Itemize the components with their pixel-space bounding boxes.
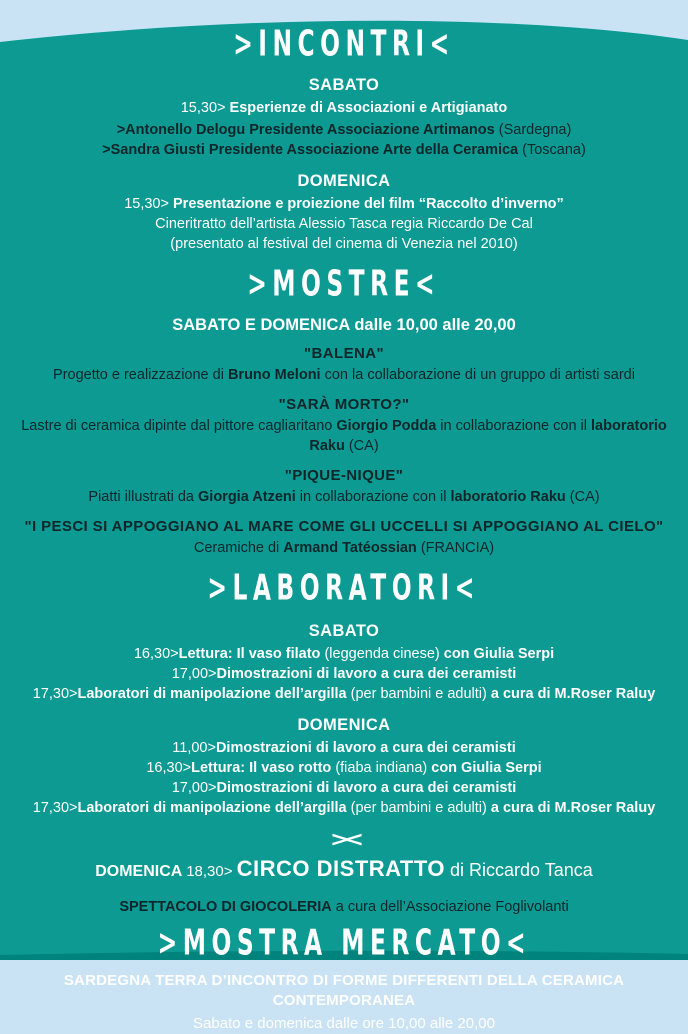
- section-incontri-header: [18, 23, 670, 70]
- circo-event-line: [18, 854, 670, 887]
- lab-item: [18, 798, 670, 818]
- arrows-divider-mark: ><: [329, 827, 359, 851]
- item-note: (leggenda cinese): [320, 646, 444, 662]
- item-time: 17,00>: [171, 780, 217, 796]
- laboratori-domenica-label: DOMENICA: [297, 716, 391, 734]
- incontri-sabato-label: SABATO: [308, 76, 380, 94]
- item-main: Dimostrazioni di lavoro a cura dei ceramisti: [215, 740, 516, 756]
- show-title-i-pesci: "I PESCI SI APPOGGIANO AL MARE COME GLI UCCELLI SI APPOGGIANO AL CIELO": [24, 518, 664, 535]
- hours-times: dalle 10,00 alle 20,00: [349, 316, 516, 334]
- show-title-pique-nique: "PIQUE-NIQUE": [284, 467, 404, 484]
- item-main: Laboratori di manipolazione dell’argilla: [77, 686, 347, 702]
- item-main: Laboratori di manipolazione dell’argilla: [77, 800, 347, 816]
- section-mostre-header: [18, 263, 670, 310]
- desc-text: (CA): [344, 438, 379, 454]
- artist-name: Giorgia Atzeni: [198, 489, 296, 505]
- incontri-domenica-event: [18, 194, 670, 214]
- item-note: (per bambini e adulti): [346, 686, 491, 702]
- item-time: 16,30>: [146, 760, 192, 776]
- desc-text: Ceramiche di: [193, 540, 284, 556]
- section-title-laboratori: >LABORATORI<: [207, 567, 481, 610]
- giocoleria-tail: a cura dell’Associazione Foglivolanti: [331, 899, 569, 915]
- circo-time: 18,30>: [186, 863, 237, 880]
- item-main: Lettura: Il vaso filato: [178, 646, 321, 662]
- mercato-subtitle: SARDEGNA TERRA D’INCONTRO DI FORME DIFFERENTI DELLA CERAMICA CONTEMPORANEA: [63, 972, 625, 1009]
- film-credit-line: Cineritratto dell’artista Alessio Tasca regia Riccardo De Cal: [155, 216, 533, 232]
- event-title: Presentazione e proiezione del film “Raccolto d’inverno”: [173, 196, 564, 212]
- show-desc-sara-morto: [18, 416, 670, 456]
- lab-item: [18, 738, 670, 758]
- lab-item: [18, 644, 670, 664]
- speaker-name: >Antonello Delogu Presidente Associazione Artimanos: [116, 122, 499, 138]
- speaker-note: (Sardegna): [498, 122, 572, 138]
- item-main: Dimostrazioni di lavoro a cura dei ceramisti: [216, 780, 517, 796]
- desc-text: con la collaborazione di un gruppo di artisti sardi: [320, 367, 635, 383]
- desc-text: Piatti illustrati da: [88, 489, 199, 505]
- item-tail: con Giulia Serpi: [431, 760, 542, 776]
- incontri-speaker-line: [18, 120, 670, 140]
- item-note: (per bambini e adulti): [346, 800, 491, 816]
- mercato-hours: Sabato e domenica dalle ore 10,00 alle 20,00: [193, 1015, 495, 1032]
- giocoleria-line: [18, 897, 670, 917]
- hours-days: SABATO E DOMENICA: [172, 316, 350, 334]
- circo-title: CIRCO DISTRATTO: [236, 856, 446, 881]
- incontri-speaker-line: [18, 140, 670, 160]
- item-time: 17,30>: [32, 800, 78, 816]
- show-desc-i-pesci: [18, 538, 670, 558]
- event-time: 15,30>: [180, 100, 230, 116]
- divider-row: [18, 826, 670, 852]
- item-note: (fiaba indiana): [331, 760, 432, 776]
- desc-text: (CA): [565, 489, 600, 505]
- show-title-balena: "BALENA": [304, 345, 384, 362]
- section-title-incontri: >INCONTRI<: [233, 23, 455, 66]
- item-main: Dimostrazioni di lavoro a cura dei ceramisti: [216, 666, 517, 682]
- item-time: 17,00>: [171, 666, 217, 682]
- item-time: 11,00>: [172, 740, 216, 756]
- circo-day: DOMENICA: [95, 863, 187, 880]
- item-tail: a cura di M.Roser Raluy: [490, 800, 656, 816]
- item-time: 17,30>: [32, 686, 78, 702]
- show-title-sara-morto: "SARÀ MORTO?": [278, 396, 410, 413]
- circo-author: di Riccardo Tanca: [445, 860, 593, 880]
- giocoleria-main: SPETTACOLO DI GIOCOLERIA: [119, 899, 332, 915]
- lab-item: [18, 684, 670, 704]
- item-tail: con Giulia Serpi: [443, 646, 555, 662]
- speaker-note: (Toscana): [522, 142, 586, 158]
- show-desc-balena: [18, 365, 670, 385]
- event-title: Esperienze di Associazioni e Artigianato: [229, 100, 508, 116]
- lab-item: [18, 778, 670, 798]
- desc-text: (FRANCIA): [416, 540, 495, 556]
- lab-item: [18, 758, 670, 778]
- event-time: 15,30>: [124, 196, 173, 212]
- item-tail: a cura di M.Roser Raluy: [490, 686, 656, 702]
- item-time: 16,30>: [133, 646, 179, 662]
- section-title-mostra-mercato: >MOSTRA MERCATO<: [157, 922, 531, 965]
- desc-text: in collaborazione con il: [436, 418, 592, 434]
- incontri-sabato-event: [18, 98, 670, 118]
- item-main: Lettura: Il vaso rotto: [191, 760, 332, 776]
- artist-name: Bruno Meloni: [227, 367, 321, 383]
- mostre-hours-line: [18, 314, 670, 336]
- artist-name: Giorgio Podda: [336, 418, 437, 434]
- artist-name: Armand Tatéossian: [283, 540, 417, 556]
- section-laboratori-header: [18, 567, 670, 614]
- film-festival-line: (presentato al festival del cinema di Venezia nel 2010): [170, 236, 518, 252]
- lab-item: [18, 664, 670, 684]
- lab-name: laboratorio Raku: [309, 418, 667, 454]
- desc-text: Progetto e realizzazione di: [53, 367, 228, 383]
- desc-text: in collaborazione con il: [295, 489, 451, 505]
- laboratori-sabato-label: SABATO: [308, 622, 380, 640]
- speaker-name: >Sandra Giusti Presidente Associazione Arte della Ceramica: [102, 142, 523, 158]
- incontri-domenica-label: DOMENICA: [297, 172, 391, 190]
- desc-text: Lastre di ceramica dipinte dal pittore cagliaritano: [21, 418, 337, 434]
- show-desc-pique-nique: [18, 487, 670, 507]
- section-mercato-header: [18, 922, 670, 969]
- section-title-mostre: >MOSTRE<: [247, 263, 441, 306]
- lab-name: laboratorio Raku: [450, 489, 566, 505]
